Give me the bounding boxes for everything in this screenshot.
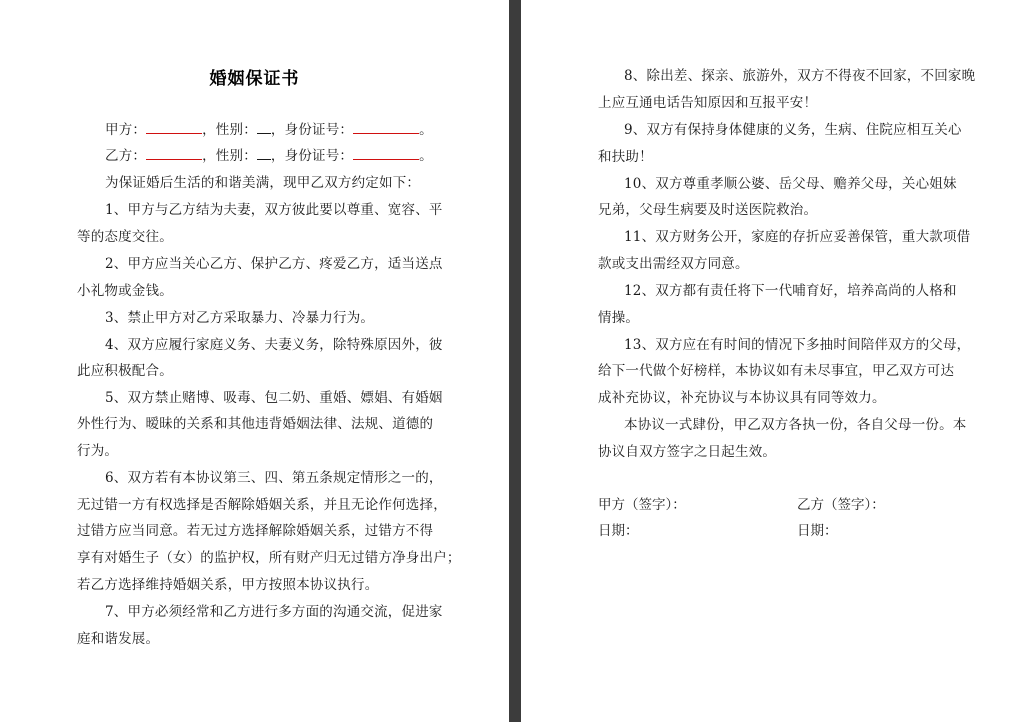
- party-a-date-label: 日期：: [598, 523, 639, 539]
- paragraph-line: 11、双方财务公开，家庭的存折应妥善保管，重大款项借: [624, 229, 971, 245]
- document-title: 婚姻保证书: [209, 69, 300, 89]
- paragraph-line: 等的态度交往。: [77, 229, 173, 245]
- paragraph-line: 13、双方应在有时间的情况下多抽时间陪伴双方的父母，: [624, 337, 971, 353]
- party-b-line: [105, 147, 433, 165]
- paragraph-line: 若乙方选择维持婚姻关系，甲方按照本协议执行。: [77, 577, 379, 593]
- paragraph-line: 协议自双方签字之日起生效。: [598, 444, 777, 460]
- party-a-line: [105, 121, 433, 139]
- party-a-gender-field[interactable]: [257, 121, 271, 134]
- party-b-signature-label: 乙方（签字）：: [797, 497, 885, 513]
- paragraph-line: 行为。: [77, 443, 119, 459]
- paragraph-line: 庭和谐发展。: [77, 631, 160, 647]
- party-a-gender-label: ，性别：: [202, 122, 257, 138]
- paragraph-line: 本协议一式肆份，甲乙双方各执一份，各自父母一份。本: [624, 417, 967, 433]
- party-a-id-label: ，身份证号：: [270, 122, 354, 138]
- paragraph-line: 款或支出需经双方同意。: [598, 256, 749, 272]
- paragraph-line: 6、双方若有本协议第三、四、第五条规定情形之一的，: [105, 470, 443, 486]
- paragraph-line: 9、双方有保持身体健康的义务，生病、住院应相互关心: [624, 122, 962, 138]
- paragraph-line: 为保证婚后生活的和谐美满，现甲乙双方约定如下：: [105, 175, 421, 191]
- paragraph-line: 2、甲方应当关心乙方、保护乙方、疼爱乙方，适当送点: [105, 256, 443, 272]
- page-gap: [509, 0, 521, 722]
- party-b-id-label: ，身份证号：: [270, 148, 354, 164]
- paragraph-line: 5、双方禁止赌博、吸毒、包二奶、重婚、嫖娼、有婚姻: [105, 390, 443, 406]
- paragraph-line: 12、双方都有责任将下一代哺育好，培养高尚的人格和: [624, 283, 957, 299]
- party-b-gender-label: ，性别：: [202, 148, 257, 164]
- paragraph-line: 无过错一方有权选择是否解除婚姻关系，并且无论作何选择，: [77, 497, 447, 513]
- party-b-id-field[interactable]: [353, 147, 419, 160]
- paragraph-line: 情操。: [598, 310, 640, 326]
- paragraph-line: 成补充协议，补充协议与本协议具有同等效力。: [598, 390, 886, 406]
- paragraph-line: 和扶助！: [598, 149, 653, 165]
- party-b-end: 。: [419, 148, 433, 164]
- paragraph-line: 外性行为、暧昧的关系和其他违背婚姻法律、法规、道德的: [77, 416, 434, 432]
- party-a-name-field[interactable]: [146, 121, 202, 134]
- paragraph-line: 7、甲方必须经常和乙方进行多方面的沟通交流，促进家: [105, 604, 443, 620]
- paragraph-line: 小礼物或金钱。: [77, 283, 173, 299]
- party-a-label: 甲方：: [105, 122, 147, 138]
- paragraph-line: 1、甲方与乙方结为夫妻，双方彼此要以尊重、宽容、平: [105, 202, 443, 218]
- party-b-date-label: 日期：: [797, 523, 838, 539]
- party-b-gender-field[interactable]: [257, 147, 271, 160]
- paragraph-line: 4、双方应履行家庭义务、夫妻义务，除特殊原因外，彼: [105, 337, 443, 353]
- paragraph-line: 上应互通电话告知原因和互报平安！: [598, 95, 818, 111]
- paragraph-line: 3、禁止甲方对乙方采取暴力、冷暴力行为。: [105, 310, 375, 326]
- paragraph-line: 10、双方尊重孝顺公婆、岳父母、赡养父母，关心姐妹: [624, 176, 957, 192]
- paragraph-line: 此应积极配合。: [77, 363, 173, 379]
- party-b-name-field[interactable]: [146, 147, 202, 160]
- party-a-end: 。: [419, 122, 433, 138]
- paragraph-line: 给下一代做个好榜样，本协议如有未尽事宜，甲乙双方可达: [598, 363, 955, 379]
- party-a-id-field[interactable]: [353, 121, 419, 134]
- document-page-left: [0, 0, 509, 722]
- paragraph-line: 兄弟，父母生病要及时送医院救治。: [598, 202, 818, 218]
- paragraph-line: 8、除出差、探亲、旅游外，双方不得夜不回家，不回家晚: [624, 68, 976, 84]
- party-a-signature-label: 甲方（签字）：: [598, 497, 686, 513]
- paragraph-line: 享有对婚生子（女）的监护权，所有财产归无过错方净身出户；: [77, 550, 461, 566]
- document-page-right: [521, 0, 1030, 722]
- party-b-label: 乙方：: [105, 148, 147, 164]
- paragraph-line: 过错方应当同意。若无过方选择解除婚姻关系，过错方不得: [77, 523, 434, 539]
